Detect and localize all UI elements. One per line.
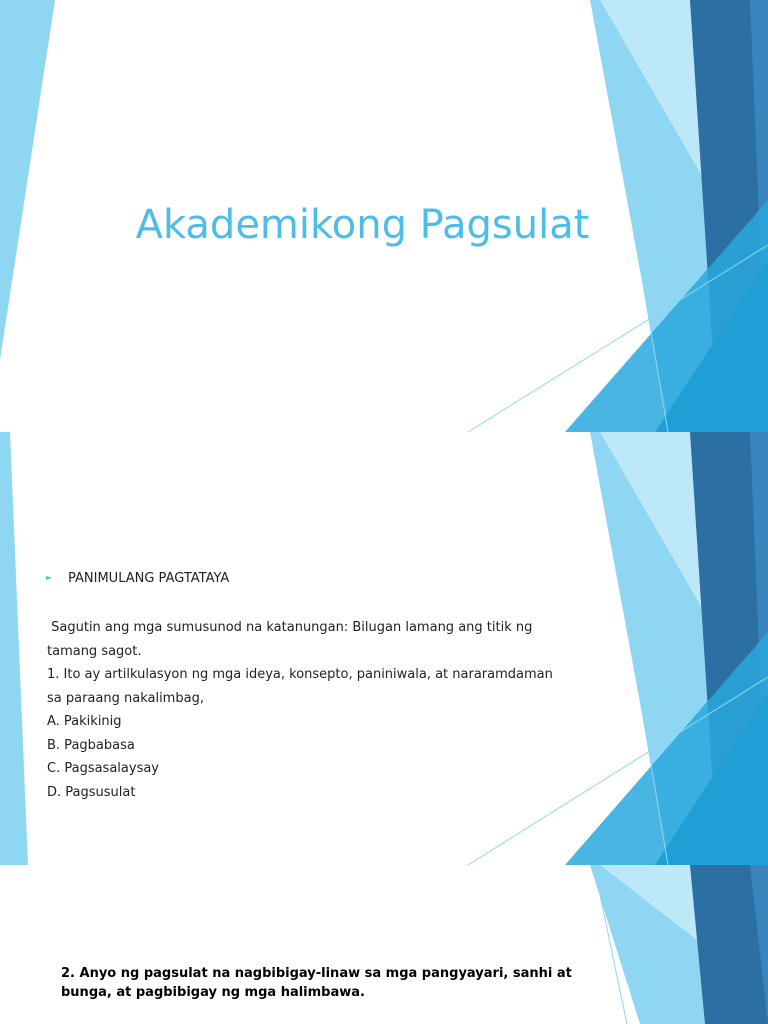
arrow-bullet-icon: ► <box>46 573 53 582</box>
instruction-line: tamang sagot. <box>47 643 142 659</box>
bullet-heading <box>46 571 229 586</box>
question-two <box>61 964 572 1002</box>
question-line: bunga, at pagbibigay ng mga halimbawa. <box>61 985 365 1000</box>
choice-c: C. Pagsasalaysay <box>47 761 159 776</box>
question-line: 2. Anyo ng pagsulat na nagbibigay-linaw sa mga pangyayari, sanhi at <box>61 966 572 981</box>
question-line: 1. Ito ay artilkulasyon ng mga ideya, konsepto, paniniwala, at nararamdaman <box>47 667 553 682</box>
question-line: sa paraang nakalimbag, <box>47 690 204 706</box>
instruction-line: Sagutin ang mga sumusunod na katanungan: Bilugan lamang ang titik ng <box>47 620 533 635</box>
question-block <box>47 616 567 804</box>
choice-d: D. Pagsusulat <box>47 784 136 800</box>
choice-a: A. Pakikinig <box>47 714 122 729</box>
presentation-title: Akademikong Pagsulat <box>135 202 590 248</box>
title-slide <box>0 0 768 432</box>
assessment-slide <box>0 432 768 865</box>
section-heading: PANIMULANG PAGTATAYA <box>68 571 230 586</box>
choice-b: B. Pagbabasa <box>47 737 135 753</box>
question-slide <box>0 865 768 1024</box>
